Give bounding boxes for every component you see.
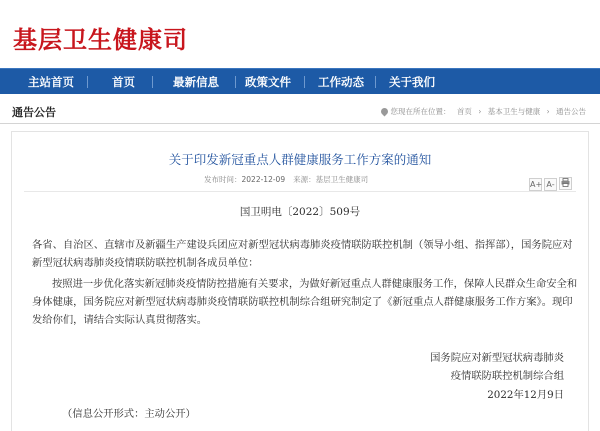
- breadcrumb-link-home[interactable]: 首页: [456, 107, 472, 116]
- date-label: 发布时间：: [204, 175, 242, 184]
- font-decrease-button[interactable]: A-: [544, 178, 557, 191]
- section-title: 通告公告: [12, 106, 56, 119]
- main-nav: [0, 68, 600, 94]
- recipients-paragraph: 各省、自治区、直辖市及新疆生产建设兵团应对新型冠状病毒肺炎疫情联防联控机制（领导小组、指挥部），国务院应对新型冠状病毒肺炎疫情联防联控机制各成员单位：: [32, 239, 573, 269]
- article-panel: [11, 131, 589, 431]
- publication-form: （信息公开形式：主动公开）: [62, 408, 196, 420]
- breadcrumb-link-section[interactable]: 基本卫生与健康: [487, 107, 541, 116]
- location-pin-icon: [379, 107, 389, 117]
- document-number: 国卫明电〔2022〕509号: [239, 206, 361, 218]
- site-title[interactable]: 基层卫生健康司: [13, 26, 188, 54]
- nav-separator: [304, 76, 305, 88]
- breadcrumb-prefix: 您现在所在位置：: [390, 107, 451, 116]
- breadcrumb: [381, 106, 586, 117]
- nav-separator: [152, 76, 153, 88]
- source-label: 来源：: [293, 175, 316, 184]
- source-value: 基层卫生健康司: [315, 175, 369, 184]
- nav-item-home[interactable]: 首页: [112, 75, 135, 89]
- breadcrumb-separator: ›: [478, 107, 482, 116]
- print-icon: [561, 178, 570, 187]
- nav-item-policy-docs[interactable]: 政策文件: [245, 75, 291, 89]
- nav-item-latest-info[interactable]: 最新信息: [173, 75, 219, 89]
- print-button[interactable]: [559, 177, 572, 190]
- nav-item-about-us[interactable]: 关于我们: [389, 75, 435, 89]
- font-increase-button[interactable]: A+: [530, 180, 543, 189]
- nav-separator: [87, 76, 88, 88]
- body-paragraph: 按照进一步优化落实新冠肺炎疫情防控措施有关要求，为做好新冠重点人群健康服务工作，保障人民群众生命安全和身体健康，国务院应对新型冠状病毒肺炎疫情联防联控机制综合组研究制定了《新冠重点人群健康服务工作方案》。现印发给你们，请结合实际认真贯彻落实。: [32, 278, 578, 326]
- site-header: [0, 0, 600, 68]
- breadcrumb-current: 通告公告: [556, 107, 586, 116]
- nav-item-main-home[interactable]: 主站首页: [28, 75, 74, 89]
- nav-separator: [375, 76, 376, 88]
- signature-line-2: 疫情联防联控机制综合组: [450, 370, 564, 382]
- signature-line-1: 国务院应对新型冠状病毒肺炎: [430, 352, 564, 364]
- breadcrumb-separator: ›: [546, 107, 550, 116]
- publish-date: 2022-12-09: [241, 175, 286, 184]
- article-title: 关于印发新冠重点人群健康服务工作方案的通知: [168, 152, 432, 167]
- nav-item-work-news[interactable]: 工作动态: [318, 75, 364, 89]
- breadcrumb-bar: [0, 104, 600, 124]
- nav-separator: [235, 76, 236, 88]
- signature-date: 2022年12月9日: [487, 389, 564, 401]
- article-tools: [527, 172, 572, 191]
- article-meta: [204, 174, 368, 185]
- meta-divider: [24, 191, 576, 192]
